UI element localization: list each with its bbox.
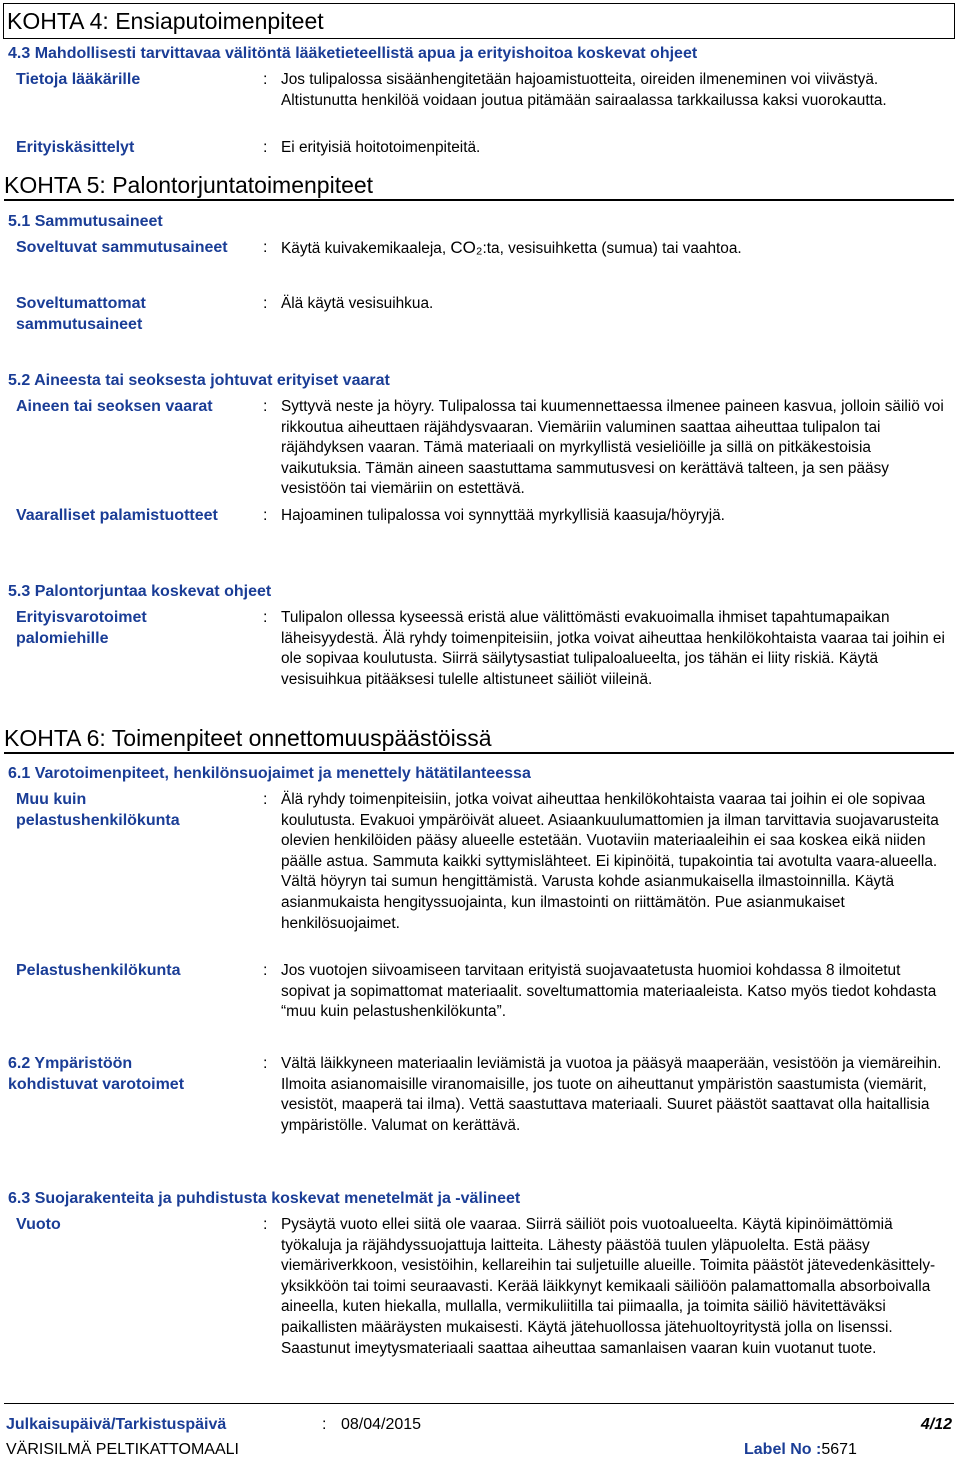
- product-name: VÄRISILMÄ PELTIKATTOMAALI: [6, 1441, 239, 1458]
- colon: :: [263, 295, 268, 312]
- subsection-4-3-heading: 4.3 Mahdollisesti tarvittavaa välitöntä lääketieteellistä apua ja erityishoitoa koskevat ohjeet: [8, 45, 698, 62]
- firefighters-label: Erityisvarotoimet palomiehille: [16, 609, 147, 647]
- emergency-responders-text: Jos vuotojen siivoamiseen tarvitaan erityistä suojavaatetusta huomioi kohdassa 8 ilmoitetut sopivat ja sopimattomat materiaalit. soveltumattomia materiaaleista. Katso myös tiedot kohdasta “muu kuin pelastushenkilökunta”.: [281, 962, 937, 1021]
- subsection-5-1-heading: 5.1 Sammutusaineet: [8, 213, 163, 230]
- page-number: 4/12: [920, 1416, 952, 1433]
- co2-formula: CO₂: [450, 238, 483, 257]
- subsection-6-2-heading: 6.2 Ympäristöön kohdistuvat varotoimet: [8, 1055, 185, 1093]
- suitable-media-label: Soveltuvat sammutusaineet: [16, 239, 228, 256]
- hazards-text: Syttyvä neste ja höyry. Tulipalossa tai kuumennettaessa ilmenee paineen kasvua, jolloin säiliö voi rikkoutua aiheuttaen räjähdysvaaran. Viemäriin valuminen saattaa aiheuttaa tulipalon tai räjähdyksen vaaran. Tämä materiaali on myrkyllistä vesieliöille ja sillä on pitkäkestoisia vaikutuksia. Tämän aineen saastuttama sammutusvesi on kerättävä talteen, ja sen pääsy vesistöön tai viemäriin on estettävä.: [281, 398, 944, 498]
- suitable-media-text: [281, 238, 951, 260]
- colon: :: [263, 239, 268, 256]
- subsection-6-3-heading: 6.3 Suojarakenteita ja puhdistusta koskevat menetelmät ja -välineet: [8, 1190, 521, 1207]
- colon: :: [263, 1216, 268, 1233]
- colon: :: [263, 962, 268, 979]
- environmental-precautions-text: Vältä läikkyneen materiaalin leviämistä ja vuotoa ja pääsyä maaperään, vesistöön ja viemäreihin. Ilmoita asianomaisille viranomaisille, jos tuote on aiheuttanut ympäristön saastumista (viemärit, vesistöt, maaperä tai ilma). Vettä saastuttava materiaali. Suuret päästöt saattavat olla haitallisia ympäristölle. Valumat on kerättävä.: [281, 1055, 942, 1134]
- subsection-5-2-heading: 5.2 Aineesta tai seoksesta johtuvat erityiset vaarat: [8, 372, 390, 389]
- section-5-title: KOHTA 5: Palontorjuntatoimenpiteet: [4, 171, 954, 201]
- subsection-6-1-heading: 6.1 Varotoimenpiteet, henkilönsuojaimet ja menettely hätätilanteessa: [8, 765, 531, 782]
- colon: :: [263, 1055, 268, 1072]
- doctor-info-label: Tietoja lääkärille: [16, 71, 141, 88]
- colon: :: [263, 507, 268, 524]
- special-treatment-text: Ei erityisiä hoitotoimenpiteitä.: [281, 139, 481, 156]
- leak-label: Vuoto: [16, 1216, 61, 1233]
- firefighters-text: Tulipalon ollessa kyseessä eristä alue välittömästi evakuoimalla ihmiset tapahtumapaikan läheisyydestä. Älä ryhdy toimenpiteisiin, jotka voivat aiheuttaa henkilökohtaista vaaraa tai joihin ei ole sopivaa koulutusta. Siirrä säilytysastiat tulipaloalueelta, jos tähän ei liity riskiä. Käytä vesisuihkua pitääksesi tulelle altistuneet säiliöt viileinä.: [281, 609, 945, 688]
- emergency-responders-label: Pelastushenkilökunta: [16, 962, 181, 979]
- non-emergency-text: Älä ryhdy toimenpiteisiin, jotka voivat aiheuttaa henkilökohtaista vaaraa tai joihin ei ole sopivaa koulutusta. Evakuoi ympäröivät alueet. Asiaankuulumattomien ja ilman tarvittavia suojavarusteita olevien henkilöiden pääsy alueelle estetään. Vuotaviin materiaaleihin ei saa koskea eikä niiden päälle astua. Sammuta kaikki syttymislähteet. Ei kipinöitä, tupakointia tai avotulta vaara-alueella. Vältä höyryn tai sumun hengittämistä. Varusta kohde asianmukaisella ilmastoinnilla. Käytä asianmukaista hengityssuojainta, kun ilmastointi on riittämätön. Pue asianmukaiset henkilösuojaimet.: [281, 791, 939, 932]
- issue-date-value: 08/04/2015: [341, 1416, 422, 1433]
- colon: :: [322, 1416, 327, 1433]
- combustion-products-label: Vaaralliset palamistuotteet: [16, 507, 218, 524]
- subsection-5-3-heading: 5.3 Palontorjuntaa koskevat ohjeet: [8, 583, 272, 600]
- hazards-label: Aineen tai seoksen vaarat: [16, 398, 213, 415]
- footer-divider: [4, 1403, 954, 1404]
- special-treatment-label: Erityiskäsittelyt: [16, 139, 135, 156]
- suitable-media-text-b: :ta, vesisuihketta (sumua) tai vaahtoa.: [482, 240, 742, 257]
- unsuitable-media-text: Älä käytä vesisuihkua.: [281, 295, 434, 312]
- leak-text: Pysäytä vuoto ellei siitä ole vaaraa. Siirrä säiliöt pois vuotoalueelta. Käytä kipinöimättömiä työkaluja ja räjähdyssuojattuja laitteita. Lähesty päästöä tuulen yläpuolelta. Estä pääsy viemäriverkkoon, vesistöihin, kellareihin tai suljetuille alueille. Toimita päästöt jätevedenkäsittely-yksikköön tai toimi seuraavasti. Kerää läikkynyt kemikaali säiliöön palamattomalla absorboivalla aineella, kuten hiekalla, mullalla, vermikuliitilla tai piimaalla, ja toimita säiliö hävitettäväksi paikallisten määräysten mukaisesti. Käytä jätehuollossa jätehuoltoyritystä jolla on lisenssi. Saastunut imeytysmateriaali saattaa aiheuttaa samanlaisen vaaran kuin vuotanut tuote.: [281, 1216, 936, 1357]
- label-number-value: 5671: [821, 1441, 857, 1458]
- colon: :: [263, 791, 268, 808]
- non-emergency-label: Muu kuin pelastushenkilökunta: [16, 791, 180, 829]
- label-number: [744, 1440, 857, 1460]
- section-6-title: KOHTA 6: Toimenpiteet onnettomuuspäästöissä: [4, 724, 954, 754]
- colon: :: [263, 609, 268, 626]
- section-4-title: KOHTA 4: Ensiaputoimenpiteet: [3, 3, 955, 39]
- doctor-info-text: Jos tulipalossa sisäänhengitetään hajoamistuotteita, oireiden ilmeneminen voi viivästyä. Altistunutta henkilöä voidaan joutua pitämään sairaalassa tarkkailussa kaksi vuorokautta.: [281, 71, 887, 109]
- colon: :: [263, 398, 268, 415]
- colon: :: [263, 139, 268, 156]
- suitable-media-text-a: Käytä kuivakemikaaleja,: [281, 240, 451, 257]
- colon: :: [263, 71, 268, 88]
- label-number-label: Label No :: [744, 1441, 822, 1458]
- combustion-products-text: Hajoaminen tulipalossa voi synnyttää myrkyllisiä kaasuja/höyryjä.: [281, 507, 725, 524]
- unsuitable-media-label: Soveltumattomat sammutusaineet: [16, 295, 146, 333]
- issue-date-label: Julkaisupäivä/Tarkistuspäivä: [6, 1416, 227, 1433]
